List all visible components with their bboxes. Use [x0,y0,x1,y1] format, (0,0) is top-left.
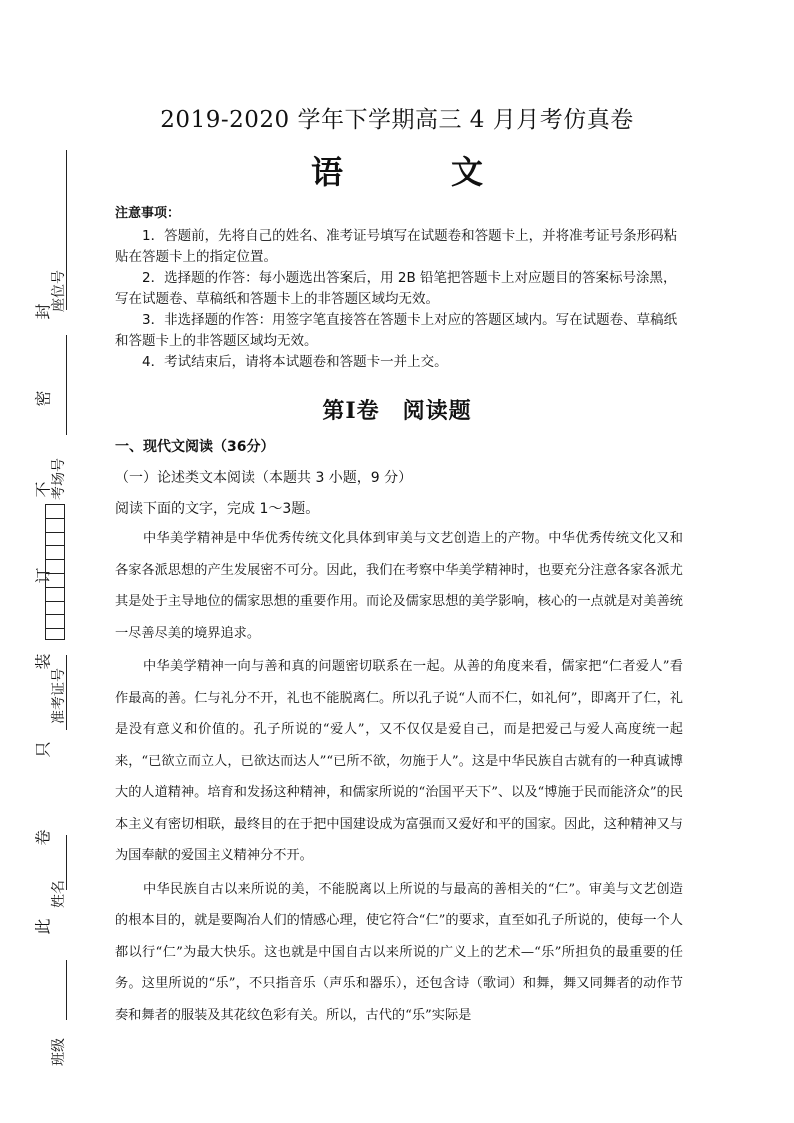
id-number-grid [45,504,65,640]
subject-title: 语 文 [310,153,521,191]
class-label: 班级 [51,1038,67,1066]
part-heading: 一、现代文阅读（36分） [115,439,275,455]
notice-item: 1．答题前，先将自己的姓名、准考证号填写在试题卷和答题卡上，并将准考证号条形码粘贴在答题卡上的指定位置。 [115,228,678,265]
reading-passage [115,523,683,1033]
notice-heading: 注意事项： [115,206,181,221]
binding-line [66,960,67,1020]
instruction-text: 阅读下面的文字，完成 1～3题。 [115,501,320,517]
passage-paragraph: 中华美学精神是中华优秀传统文化具体到审美与文艺创造上的产物。中华优秀传统文化又和各家各派思想的产生发展密不可分。因此，我们在考察中华美学精神时，也要充分注意各家各派尤其是处于主导地位的儒家思想的重要作用。而论及儒家思想的美学影响，核心的一点就是对美善统一尽善尽美的境界追求。 [115,531,683,641]
notice-block [115,203,687,373]
exam-room-label: 考场号 [51,458,67,500]
seal-char: 此 [33,918,53,935]
exam-title: 2019-2020 学年下学期高三 4 月月考仿真卷 [160,107,634,133]
seat-number-label: 座位号 [51,270,67,312]
binding-line [66,335,67,435]
passage-paragraph: 中华民族自古以来所说的美，不能脱离以上所说的与最高的善相关的“仁”。审美与文艺创造的根本目的，就是要陶冶人们的情感心理，使它符合“仁”的要求，直至如孔子所说的，使每一个人都以行“仁”为最大快乐。这也就是中国自古以来所说的广义上的艺术—“乐”所担负的最重要的任务。这里所说的“乐”，不只指音乐（声乐和器乐），还包含诗（歌词）和舞，舞又同舞者的动作节奏和舞者的服装及其花纹色彩有关。所以，古代的“乐”实际是 [115,881,683,1023]
seal-char: 不 [33,481,53,498]
seal-char: 密 [33,390,53,407]
notice-item: 4．考试结束后，请将本试题卷和答题卡一并上交。 [142,354,448,370]
seal-char: 订 [33,567,53,584]
admission-number-label: 准考证号 [51,668,67,724]
seal-char: 封 [33,303,53,320]
section-title: 第Ⅰ卷 阅读题 [322,398,472,424]
seal-char: 卷 [33,829,53,846]
notice-item: 2．选择题的作答：每小题选出答案后，用 2B 铅笔把答题卡上对应题目的答案标号涂黑，写在试题卷、草稿纸和答题卡上的非答题区域均无效。 [115,270,677,307]
seal-char: 装 [33,653,53,670]
passage-paragraph: 中华美学精神一向与善和真的问题密切联系在一起。从善的角度来看，儒家把“仁者爱人”看作最高的善。仁与礼分不开，礼也不能脱离仁。所以孔子说“人而不仁，如礼何”，即离开了仁，礼是没有意义和价值的。孔子所说的“爱人”，又不仅仅是爱自己，而是把爱己与爱人高度统一起来，“已欲立而立人，已欲达而达人”“已所不欲，勿施于人”。这是中华民族自古就有的一种真诚博大的人道精神。培育和发扬这种精神，和儒家所说的“治国平天下”、以及“博施于民而能济众”的民本主义有密切相联，最终目的在于把中国建设成为富强而又爱好和平的国家。因此，这种精神又与为国奉献的爱国主义精神分不开。 [115,659,683,863]
name-label: 姓名 [51,880,67,908]
seal-char: 只 [33,741,53,758]
subpart-heading: （一）论述类文本阅读（本题共 3 小题，9 分） [115,470,413,486]
notice-item: 3．非选择题的作答：用签字笔直接答在答题卡上对应的答题区域内。写在试题卷、草稿纸和答题卡上的非答题区域均无效。 [115,312,678,349]
